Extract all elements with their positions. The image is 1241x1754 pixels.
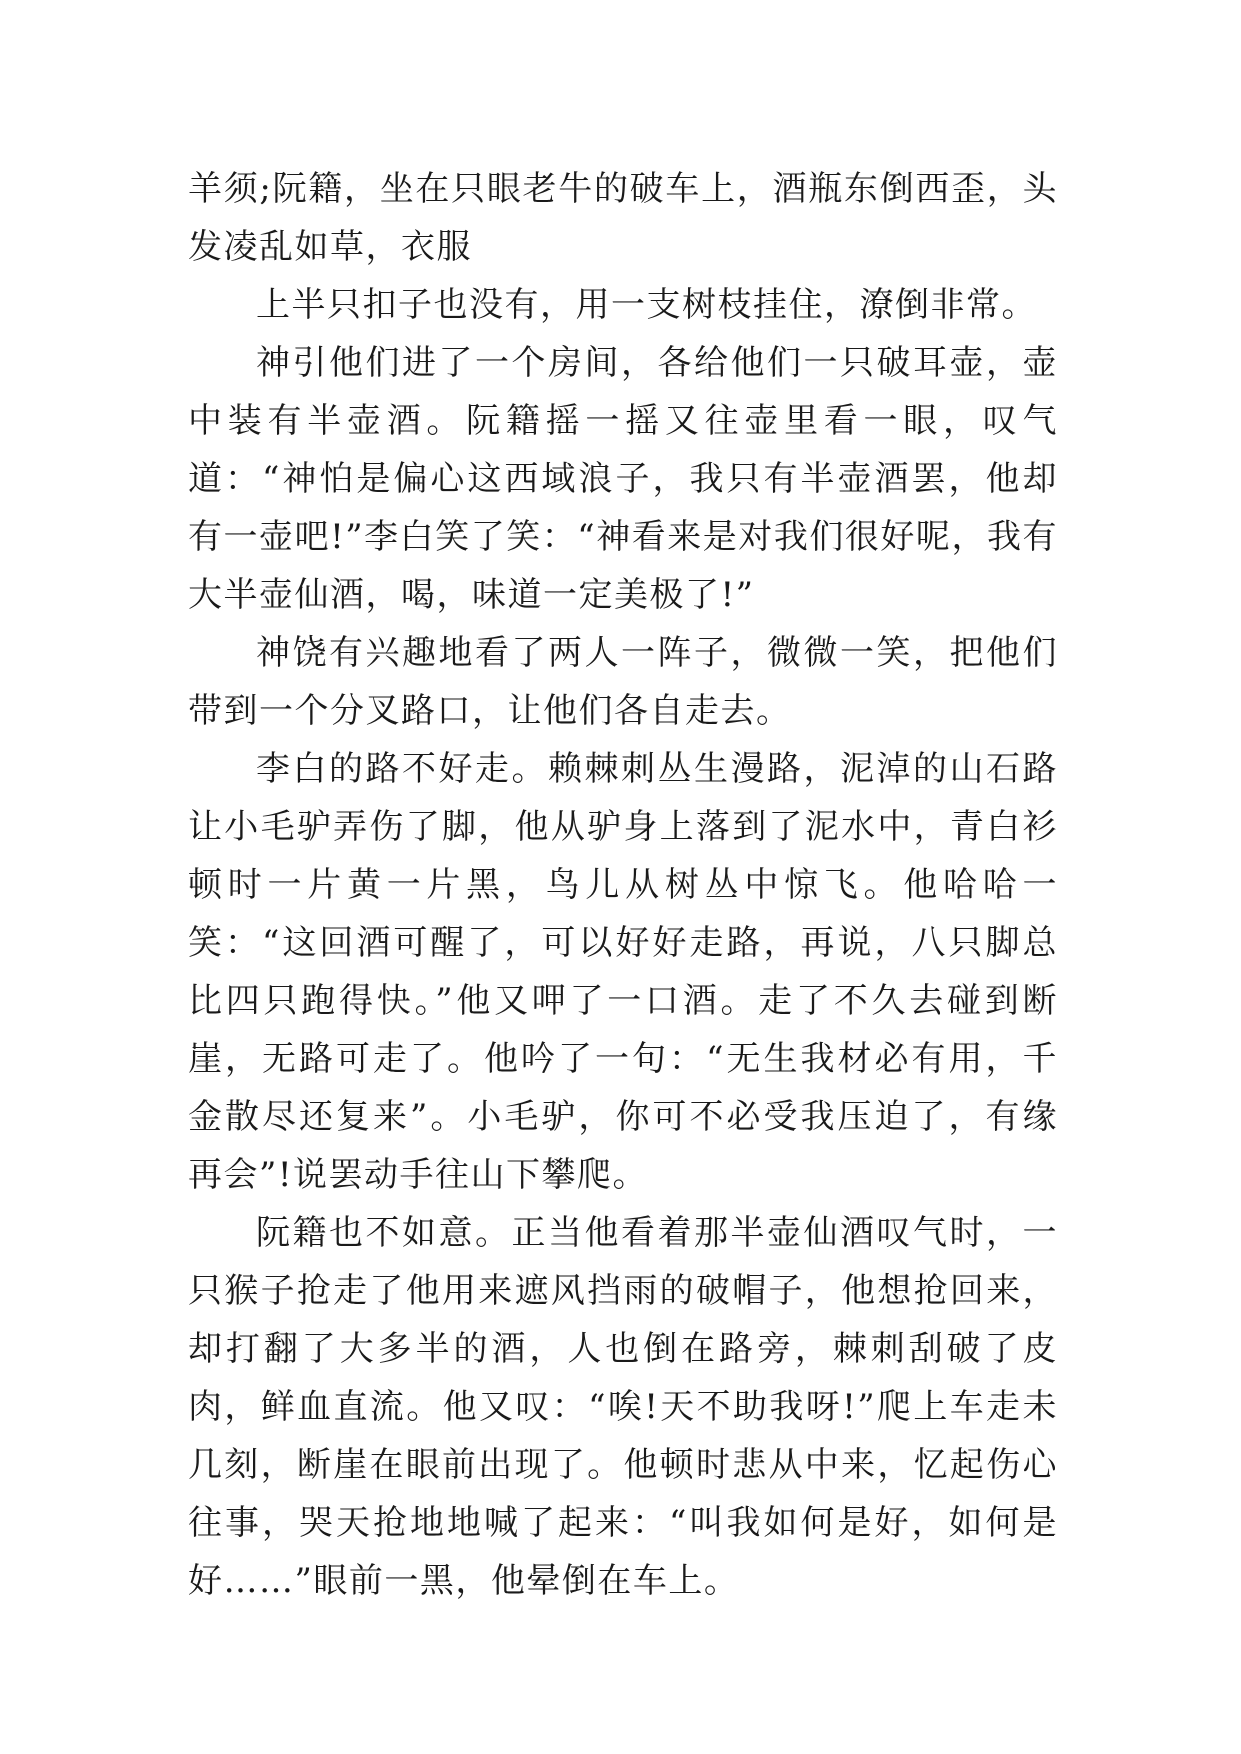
paragraph-2: 上半只扣子也没有，用一支树枝挂住，潦倒非常。 <box>256 285 1037 325</box>
paragraph-6: 阮籍也不如意。正当他看着那半壶仙酒叹气时，一只猴子抢走了他用来遮风挡雨的破帽子，他想抢回来，却打翻了大多半的酒，人也倒在路旁，棘刺刮破了皮肉，鲜血直流。他又叹：“唉!天不助我呀!”爬上车走未几刻，断崖在眼前出现了。他顿时悲从中来，忆起伤心往事，哭天抢地地喊了起来：“叫我如何是好，如何是好……”眼前一黑，他晕倒在车上。 <box>188 1213 1058 1601</box>
paragraph-3: 神引他们进了一个房间，各给他们一只破耳壶，壶中装有半壶酒。阮籍摇一摇又往壶里看一眼，叹气道：“神怕是偏心这西域浪子，我只有半壶酒罢，他却有一壶吧!”李白笑了笑：“神看来是对我们很好呢，我有大半壶仙酒，喝，味道一定美极了!” <box>188 343 1058 615</box>
paragraph-1: 羊须;阮籍，坐在只眼老牛的破车上，酒瓶东倒西歪，头发凌乱如草，衣服 <box>188 169 1058 267</box>
document-body <box>188 160 1058 1610</box>
paragraph-4: 神饶有兴趣地看了两人一阵子，微微一笑，把他们带到一个分叉路口，让他们各自走去。 <box>188 633 1058 731</box>
paragraph-5: 李白的路不好走。赖棘刺丛生漫路，泥淖的山石路让小毛驴弄伤了脚，他从驴身上落到了泥水中，青白衫顿时一片黄一片黑，鸟儿从树丛中惊飞。他哈哈一笑：“这回酒可醒了，可以好好走路，再说，八只脚总比四只跑得快。”他又呷了一口酒。走了不久去碰到断崖，无路可走了。他吟了一句：“无生我材必有用，千金散尽还复来”。小毛驴，你可不必受我压迫了，有缘再会”!说罢动手往山下攀爬。 <box>188 749 1058 1195</box>
